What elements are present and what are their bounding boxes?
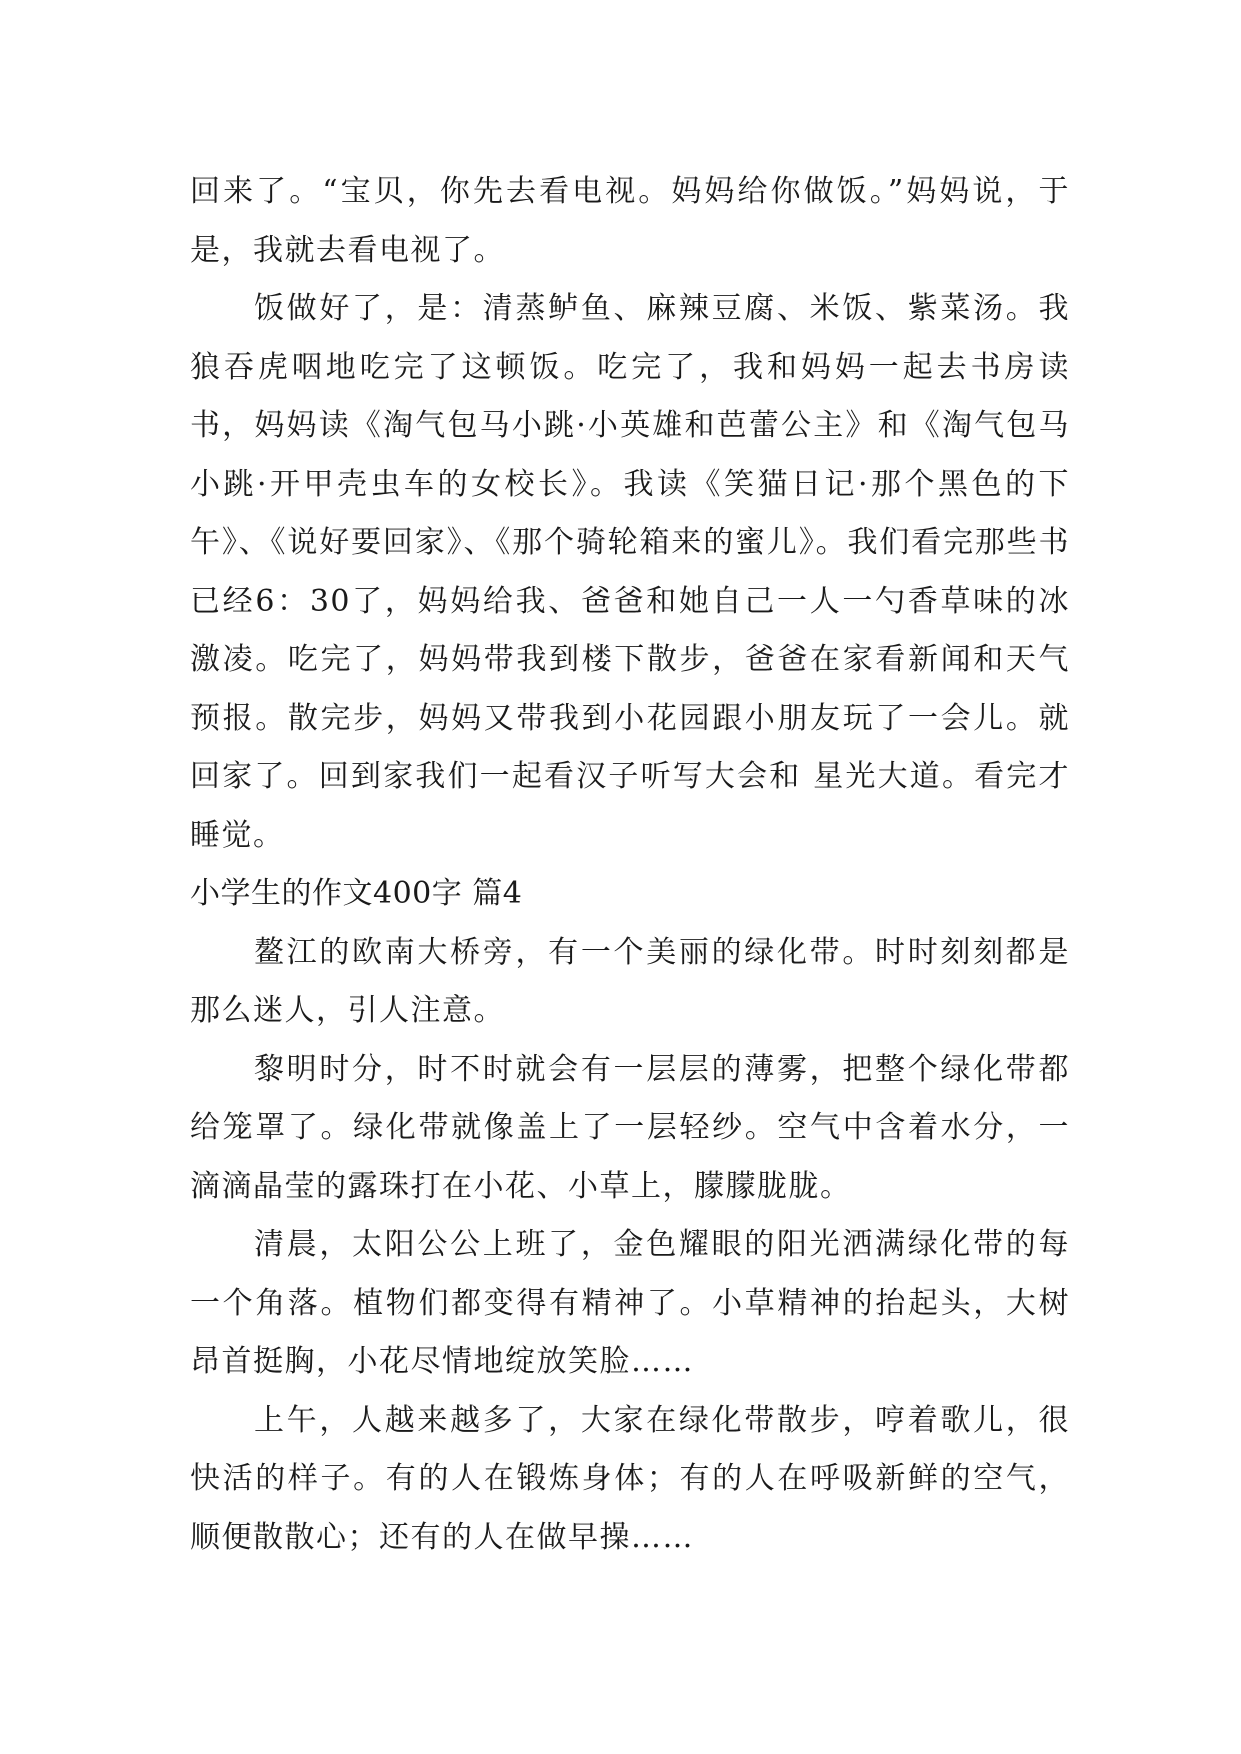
paragraph-continued: 回来了。“宝贝，你先去看电视。妈妈给你做饭。”妈妈说，于是，我就去看电视了。 bbox=[190, 174, 1070, 268]
paragraph-dinner: 饭做好了，是：清蒸鲈鱼、麻辣豆腐、米饭、紫菜汤。我狼吞虎咽地吃完了这顿饭。吃完了，我和妈妈一起去书房读书，妈妈读《淘气包马小跳·小英雄和芭蕾公主》和《淘气包马小跳·开甲壳虫车的女校长》。我读《笑猫日记·那个黑色的下午》、《说好要回家》、《那个骑轮箱来的蜜儿》。我们看完那些书已经6：30了，妈妈给我、爸爸和她自己一人一勺香草味的冰激凌。吃完了，妈妈带我到楼下散步，爸爸在家看新闻和天气预报。散完步，妈妈又带我到小花园跟小朋友玩了一会儿。就回家了。回到家我们一起看汉子听写大会和 星光大道。看完才睡觉。 bbox=[190, 291, 1070, 853]
essay-heading: 小学生的作文400字 篇4 bbox=[190, 876, 523, 911]
paragraph-intro: 鳌江的欧南大桥旁，有一个美丽的绿化带。时时刻刻都是那么迷人，引人注意。 bbox=[190, 934, 1070, 1028]
paragraph-forenoon: 上午，人越来越多了，大家在绿化带散步，哼着歌儿，很快活的样子。有的人在锻炼身体；有的人在呼吸新鲜的空气，顺便散散心；还有的人在做早操…… bbox=[190, 1402, 1070, 1555]
paragraph-morning: 清晨，太阳公公上班了，金色耀眼的阳光洒满绿化带的每一个角落。植物们都变得有精神了。小草精神的抬起头，大树昂首挺胸，小花尽情地绽放笑脸…… bbox=[190, 1227, 1070, 1379]
paragraph-dawn: 黎明时分，时不时就会有一层层的薄雾，把整个绿化带都给笼罩了。绿化带就像盖上了一层轻纱。空气中含着水分，一滴滴晶莹的露珠打在小花、小草上，朦朦胧胧。 bbox=[190, 1051, 1070, 1204]
document-body bbox=[190, 163, 1070, 1567]
